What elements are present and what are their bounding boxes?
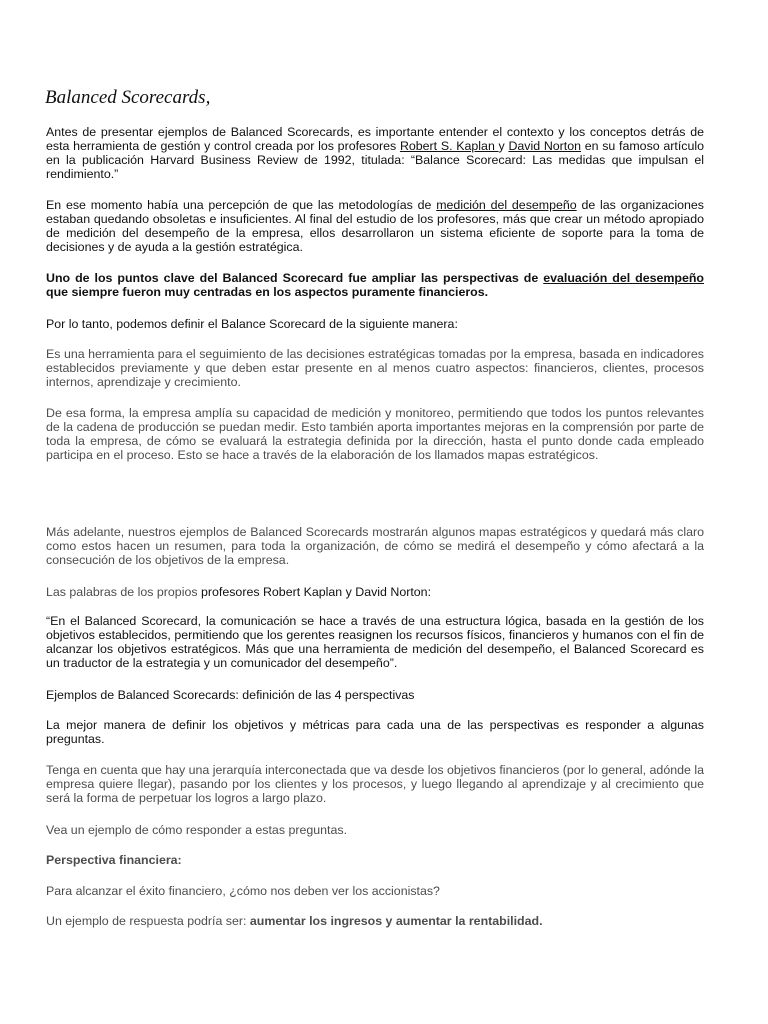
- text: y: [498, 139, 509, 154]
- text: En ese momento había una percepción de que las metodologías de: [46, 198, 437, 212]
- text: en su famoso artículo en la publicación Harvard Business Review de 1992, titulada: “Balance Scorecard: Las medidas que impulsan el rendimiento.”: [46, 139, 705, 182]
- paragraph-hierarchy: Tenga en cuenta que hay una jerarquía interconectada que va desde los objetivos financieros (por lo general, adónde la empresa quiere llegar), pasando por los clientes y los procesos, y luego llegando al aprendizaje y al crecimiento que será la forma de perpetuar los logros a largo plazo.: [46, 763, 704, 806]
- text: Antes de presentar ejemplos de Balanced Scorecards, es importante entender el contexto y los conceptos detrás de esta herramienta de gestión y control creada por los profesores: [46, 125, 704, 154]
- paragraph-key-point: [46, 271, 704, 299]
- document-title: Balanced Scorecards,: [45, 87, 211, 108]
- text: que siempre fueron muy centradas en los aspectos puramente financieros.: [46, 285, 489, 300]
- paragraph-financial-question: Para alcanzar el éxito financiero, ¿cómo nos deben ver los accionistas?: [46, 884, 440, 898]
- text: Las palabras de los propios: [46, 585, 201, 599]
- section-heading-perspectives: Ejemplos de Balanced Scorecards: definición de las 4 perspectivas: [46, 688, 415, 702]
- text: Un ejemplo de respuesta podría ser:: [46, 914, 250, 928]
- heading-financial-perspective: Perspectiva financiera:: [46, 853, 182, 867]
- paragraph-example-intro: Vea un ejemplo de cómo responder a estas preguntas.: [46, 823, 348, 837]
- text: Uno de los puntos clave del Balanced Scorecard fue ampliar las perspectivas de: [46, 271, 544, 285]
- text: de las organizaciones estaban quedando obsoletas e insuficientes. Al final del estudio de los profesores, más que crear un método apropiado de medición del desempeño de la empresa, ellos desarrollaron un sistema eficiente de soporte para la toma de decisiones y de ayuda a la gestión estratégica.: [46, 198, 705, 255]
- paragraph-quote: “En el Balanced Scorecard, la comunicación se hace a través de una estructura lógica, basada en la gestión de los objetivos establecidos, permitiendo que los gerentes reasignen los recursos físicos, financieros y humanos con el fin de alcanzar los objetivos estratégicos. Más que una herramienta de medición del desempeño, el Balanced Scorecard es un traductor de la estrategia y un comunicador del desempeño”.: [46, 614, 704, 671]
- paragraph-context: [46, 198, 704, 254]
- link-evaluacion-desempeno[interactable]: evaluación del desempeño: [543, 271, 704, 285]
- text: aumentar los ingresos y aumentar la rentabilidad.: [249, 914, 543, 928]
- paragraph-financial-answer: [46, 914, 704, 928]
- link-david-norton[interactable]: David Norton: [508, 139, 582, 154]
- link-medicion-desempeno[interactable]: medición del desempeño: [436, 198, 577, 212]
- text: profesores Robert Kaplan y David Norton:: [200, 585, 432, 599]
- paragraph-strategic-maps: Más adelante, nuestros ejemplos de Balanced Scorecards mostrarán algunos mapas estratégicos y quedará más claro como estos hacen un resumen, para toda la organización, de cómo se medirá el desempeño y cómo afectará a la consecución de los objetivos de la empresa.: [46, 525, 704, 568]
- paragraph-definition-intro: Por lo tanto, podemos definir el Balance Scorecard de la siguiente manera:: [46, 317, 458, 331]
- paragraph-intro: [46, 125, 704, 181]
- link-robert-kaplan[interactable]: Robert S. Kaplan: [399, 139, 499, 154]
- paragraph-quote-intro: [46, 585, 704, 599]
- paragraph-measurement: De esa forma, la empresa amplía su capacidad de medición y monitoreo, permitiendo que todos los puntos relevantes de la cadena de producción se puedan medir. Esto también aporta importantes mejoras en la comprensión por parte de toda la empresa, de cómo se evaluará la estrategia definida por la dirección, hasta el punto donde cada empleado participa en el proceso. Esto se hace a través de la elaboración de los llamados mapas estratégicos.: [46, 406, 704, 463]
- paragraph-questions: La mejor manera de definir los objetivos y métricas para cada una de las perspectivas es responder a algunas preguntas.: [46, 718, 704, 747]
- paragraph-definition: Es una herramienta para el seguimiento de las decisiones estratégicas tomadas por la empresa, basada en indicadores establecidos previamente y que deben estar presente en al menos cuatro aspectos: financieros, clientes, procesos internos, aprendizaje y crecimiento.: [46, 347, 704, 390]
